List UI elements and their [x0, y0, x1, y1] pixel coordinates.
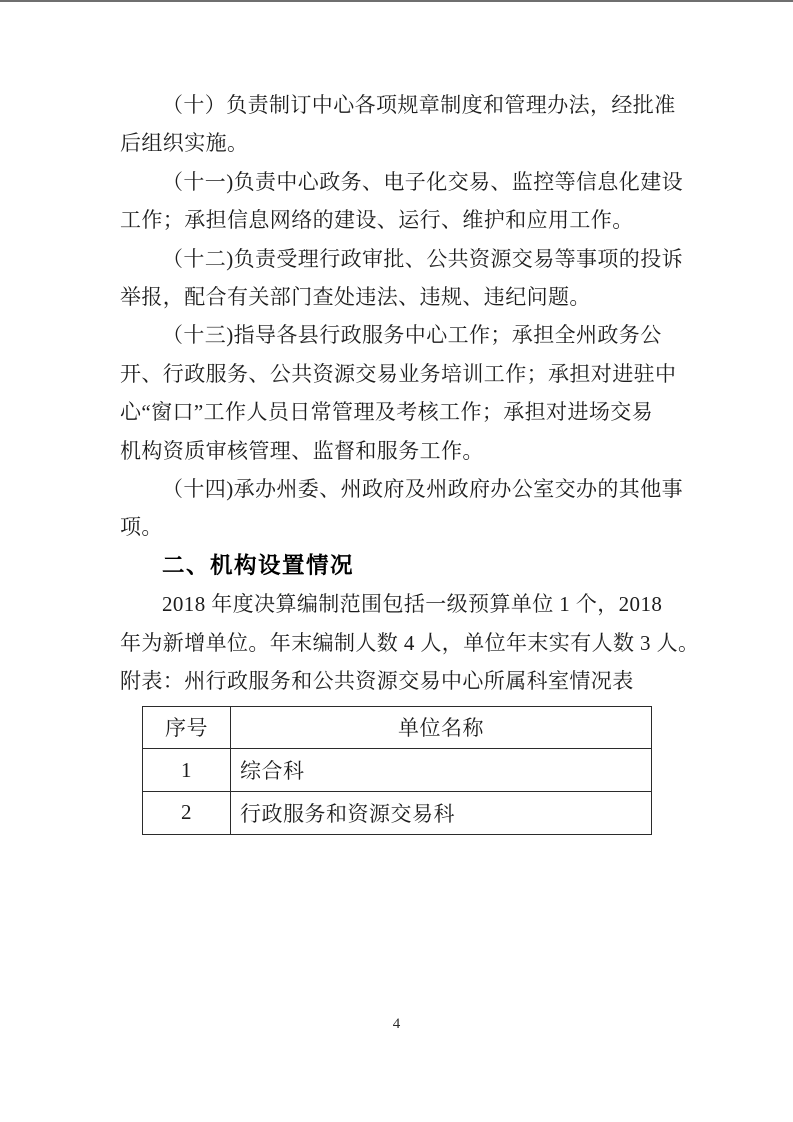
table-header-index: 序号	[143, 706, 231, 749]
paragraph-item-13	[120, 316, 677, 470]
text-line: （十三)指导各县行政服务中心工作；承担全州政务公	[162, 323, 662, 348]
text-line: 年为新增单位。年末编制人数 4 人，单位年末实有人数 3 人。	[120, 630, 700, 655]
paragraph-item-10	[120, 86, 677, 163]
text-line: 开、行政服务、公共资源交易业务培训工作；承担对进驻中	[120, 361, 677, 386]
table-header-unit-name: 单位名称	[231, 706, 652, 749]
table-cell-index: 1	[143, 749, 231, 792]
text-line: 2018 年度决算编制范围包括一级预算单位 1 个，2018	[162, 592, 663, 617]
text-line: （十二)负责受理行政审批、公共资源交易等事项的投诉	[162, 246, 683, 271]
text-line: 举报，配合有关部门查处违法、违规、违纪问题。	[120, 285, 591, 310]
text-line: （十）负责制订中心各项规章制度和管理办法，经批准	[162, 93, 676, 117]
page-number: 4	[392, 1016, 401, 1032]
text-line: 项。	[120, 515, 163, 540]
table-row	[143, 749, 652, 792]
text-line: 心“窗口”工作人员日常管理及考核工作；承担对进场交易	[120, 400, 654, 425]
paragraph-item-11	[120, 163, 683, 240]
department-table	[142, 706, 652, 835]
table-cell-index: 2	[143, 792, 231, 835]
text-line: （十四)承办州委、州政府及州政府办公室交办的其他事	[162, 477, 683, 502]
text-line: （十一)负责中心政务、电子化交易、监控等信息化建设	[162, 169, 683, 194]
attachment-note: 附表：州行政服务和公共资源交易中心所属科室情况表	[120, 669, 634, 694]
document-body	[120, 86, 700, 835]
table-cell-unit-name: 综合科	[231, 749, 652, 792]
paragraph-org-overview	[120, 585, 700, 662]
text-line: 工作；承担信息网络的建设、运行、维护和应用工作。	[120, 208, 634, 233]
table-cell-unit-name: 行政服务和资源交易科	[231, 792, 652, 835]
table-header-row	[143, 706, 652, 749]
table-row	[143, 792, 652, 835]
section-heading: 二、机构设置情况	[162, 552, 355, 578]
scan-edge-artifact	[0, 0, 793, 2]
paragraph-item-12	[120, 240, 683, 317]
text-line: 机构资质审核管理、监督和服务工作。	[120, 438, 484, 463]
paragraph-item-14	[120, 470, 683, 547]
text-line: 后组织实施。	[120, 131, 249, 156]
